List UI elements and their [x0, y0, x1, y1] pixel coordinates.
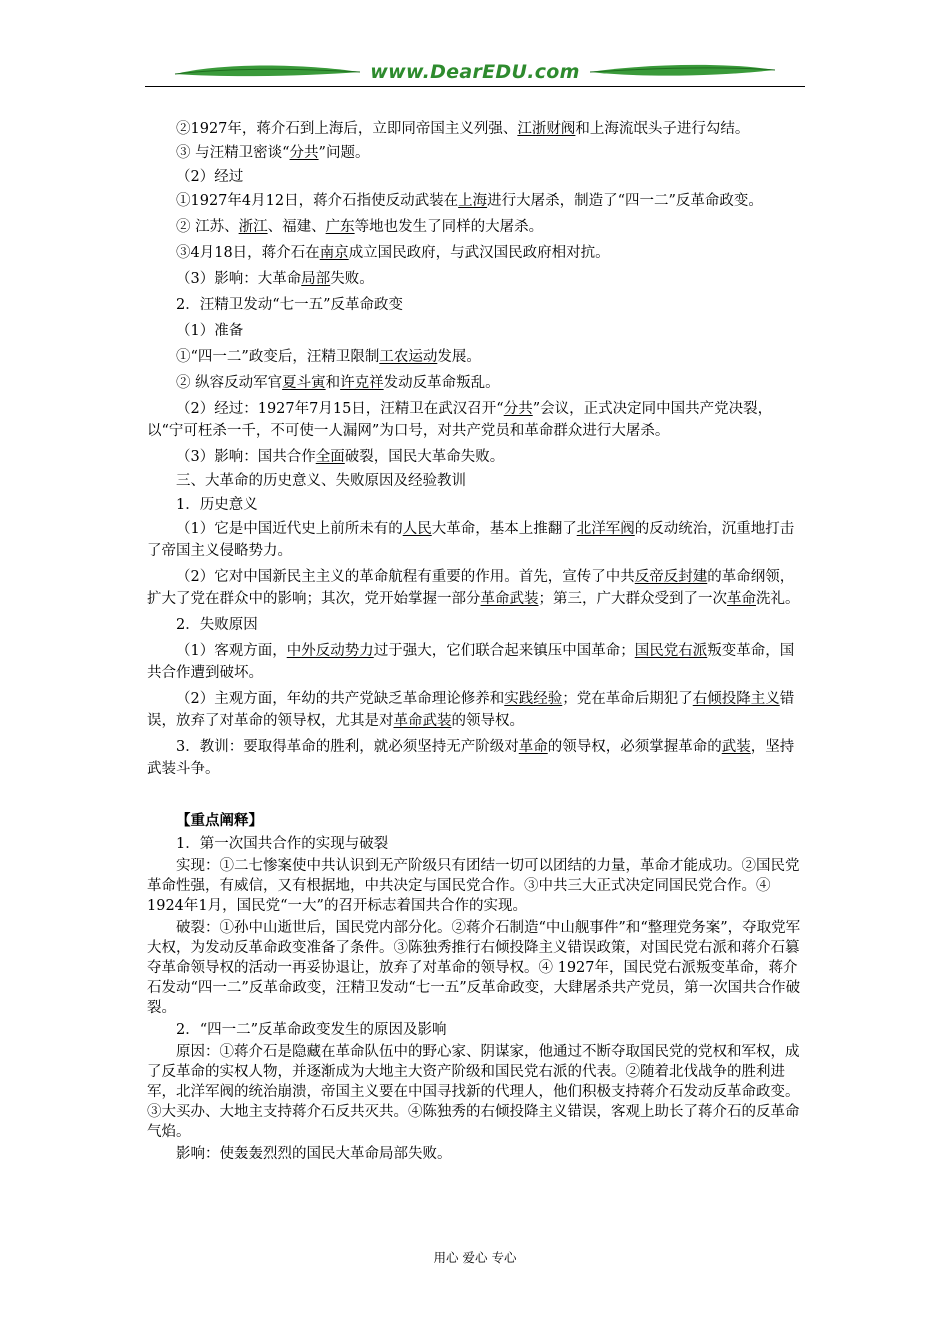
site-logo-text: www.DearEDU.com	[370, 61, 580, 83]
page-footer: 用心 爱心 专心	[433, 1250, 517, 1265]
subsection-heading: （2）经过	[176, 169, 244, 185]
subsection-heading: 2．“四一二”反革命政变发生的原因及影响	[176, 1022, 447, 1038]
paragraph: （2）它对中国新民主主义的革命航程有重要的作用。首先，宣传了中共反帝反封建的革命纲领，扩大了党在群众中的影响；其次，党开始掌握一部分革命武装；第三，广大群众受到了一次革命洗礼。	[147, 569, 800, 607]
subsection-heading: （1）准备	[176, 323, 244, 339]
paragraph: ②1927年，蒋介石到上海后，立即同帝国主义列强、江浙财阀和上海流氓头子进行勾结。	[176, 121, 750, 137]
paragraph: 破裂：①孙中山逝世后，国民党内部分化。②蒋介石制造“中山舰事件”和“整理党务案”，夺取党军大权，为发动反革命政变准备了条件。③陈独秀推行右倾投降主义错误政策，对国民党右派和蒋介石篡夺革命领导权的活动一再妥协退让，放弃了对革命的领导权。④ 1927年，国民党右派叛变革命，蒋介石发动“四一二”反革命政变，汪精卫发动“七一五”反革命政变，大肆屠杀共产党员，第一次国共合作破裂。	[147, 920, 801, 1016]
paragraph: （2）主观方面，年幼的共产党缺乏革命理论修养和实践经验；党在革命后期犯了右倾投降主义错误，放弃了对革命的领导权，尤其是对革命武装的领导权。	[147, 691, 795, 729]
paragraph: （1）它是中国近代史上前所未有的人民大革命，基本上推翻了北洋军阀的反动统治，沉重地打击了帝国主义侵略势力。	[147, 521, 795, 559]
paragraph: 原因：①蒋介石是隐藏在革命队伍中的野心家、阴谋家，他通过不断夺取国民党的党权和军权，成了反革命的实权人物，并逐渐成为大地主大资产阶级和国民党右派的代表。②随着北伐战争的胜利进军，北洋军阀的统治崩溃，帝国主义要在中国寻找新的代理人，他们积极支持蒋介石发动反革命政变。③大买办、大地主支持蒋介石反共灭共。④陈独秀的右倾投降主义错误，客观上助长了蒋介石的反革命气焰。	[147, 1044, 800, 1140]
paragraph: 影响：使轰轰烈烈的国民大革命局部失败。	[176, 1146, 452, 1162]
header-divider	[145, 86, 805, 87]
paragraph: 实现：①二七惨案使中共认识到无产阶级只有团结一切可以团结的力量，革命才能成功。②国民党革命性强，有威信，又有根据地，中共决定与国民党合作。③中共三大正式决定同国民党合作。④ 1924年1月，国民党“一大”的召开标志着国共合作的实现。	[147, 858, 800, 914]
paragraph: ③ 与汪精卫密谈“分共”问题。	[176, 145, 370, 161]
paragraph: （2）经过：1927年7月15日，汪精卫在武汉召开“分共”会议，正式决定同中国共产党决裂，以“宁可枉杀一千，不可使一人漏网”为口号，对共产党员和革命群众进行大屠杀。	[147, 401, 773, 439]
paragraph: ③4月18日，蒋介石在南京成立国民政府，与武汉国民政府相对抗。	[176, 245, 610, 261]
paragraph: ①1927年4月12日，蒋介石指使反动武装在上海进行大屠杀，制造了“四一二”反革命政变。	[176, 193, 763, 209]
subsection-heading: 2．失败原因	[176, 617, 258, 633]
document-body	[147, 118, 807, 1164]
subsection-heading: 1．历史意义	[176, 497, 258, 513]
paragraph: 3．教训：要取得革命的胜利，就必须坚持无产阶级对革命的领导权，必须掌握革命的武装，坚持武装斗争。	[147, 739, 795, 777]
paragraph: ② 纵容反动军官夏斗寅和许克祥发动反革命叛乱。	[176, 375, 500, 391]
paragraph: （3）影响：大革命局部失败。	[176, 271, 374, 287]
subsection-heading: 1．第一次国共合作的实现与破裂	[176, 836, 389, 852]
paragraph: ①“四一二”政变后，汪精卫限制工农运动发展。	[176, 349, 481, 365]
key-points-heading: 【重点阐释】	[176, 812, 263, 829]
paragraph: （3）影响：国共合作全面破裂，国民大革命失败。	[176, 449, 505, 465]
section-heading: 三、大革命的历史意义、失败原因及经验教训	[176, 473, 466, 489]
section-heading: 2．汪精卫发动“七一五”反革命政变	[176, 297, 404, 313]
paragraph: （1）客观方面，中外反动势力过于强大，它们联合起来镇压中国革命；国民党右派叛变革命，国共合作遭到破坏。	[147, 643, 795, 681]
site-header-logo	[145, 60, 805, 88]
paragraph: ② 江苏、浙江、福建、广东等地也发生了同样的大屠杀。	[176, 219, 544, 235]
